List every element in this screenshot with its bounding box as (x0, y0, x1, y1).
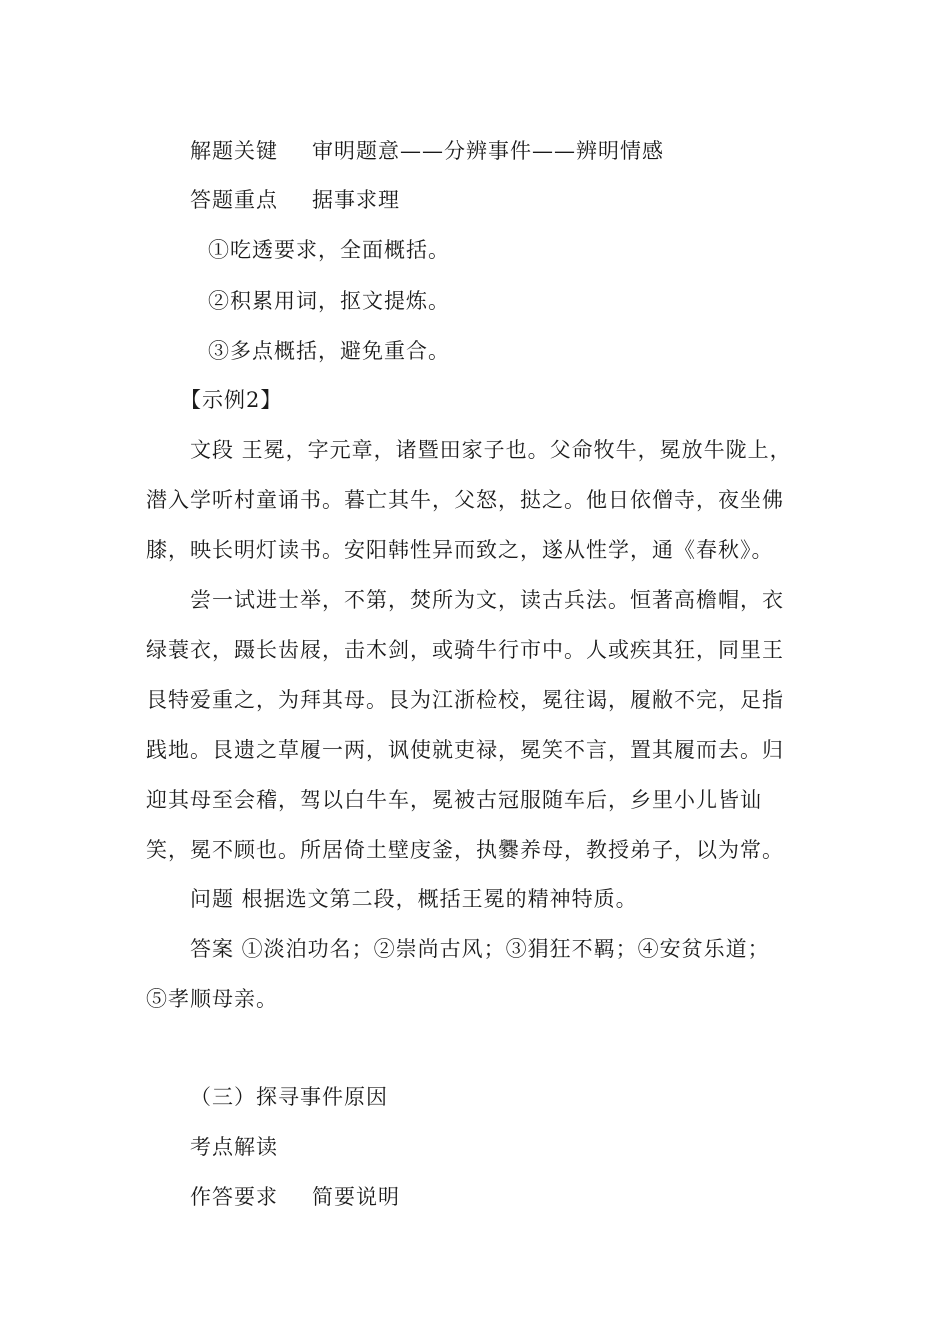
para2-line-3: 艮特爱重之，为拜其母。艮为江浙检校，冕往谒，履敝不完，足指 (146, 688, 784, 712)
focus-line (190, 186, 400, 214)
point-2: ②积累用词，抠文提炼。 (208, 289, 450, 313)
section3-sub-heading: 考点解读 (190, 1135, 278, 1159)
para1-line-2: 潜入学听村童诵书。暮亡其牛，父怒，挞之。他日依僧寺，夜坐佛 (146, 488, 784, 512)
key-line (190, 137, 664, 165)
point-3: ③多点概括，避免重合。 (208, 339, 450, 363)
key-text: 审明题意——分辨事件——辨明情感 (312, 139, 664, 163)
question: 问题 根据选文第二段，概括王冕的精神特质。 (190, 887, 638, 911)
requirement-line (190, 1183, 400, 1211)
focus-label: 答题重点 (190, 188, 278, 212)
requirement-label: 作答要求 (190, 1185, 278, 1209)
para2-line-6: 笑，冕不顾也。所居倚土壁庋釜，执爨养母，教授弟子，以为常。 (146, 838, 784, 862)
point-1: ①吃透要求，全面概括。 (208, 238, 450, 262)
section3-heading: （三）探寻事件原因 (190, 1085, 388, 1109)
para1-line-3: 膝，映长明灯读书。安阳韩性异而致之，遂从性学，通《春秋》。 (146, 538, 774, 562)
focus-text: 据事求理 (312, 188, 400, 212)
example-heading: 【示例2】 (180, 388, 283, 412)
para1-line-1: 文段 王冕，字元章，诸暨田家子也。父命牧牛，冕放牛陇上， (190, 438, 792, 462)
para2-line-4: 践地。艮遗之草履一两，讽使就吏禄，冕笑不言，置其履而去。归 (146, 738, 784, 762)
para2-line-1: 尝一试进士举，不第，焚所为文，读古兵法。恒著高檐帽，衣 (190, 588, 784, 612)
para2-line-5: 迎其母至会稽，驾以白牛车，冕被古冠服随车后，乡里小儿皆讪 (146, 788, 762, 812)
answer-line-1: 答案 ①淡泊功名；②崇尚古风；③狷狂不羁；④安贫乐道； (190, 937, 770, 961)
para2-line-2: 绿蓑衣，蹑长齿屐，击木剑，或骑牛行市中。人或疾其狂，同里王 (146, 638, 784, 662)
key-label: 解题关键 (190, 139, 278, 163)
answer-line-2: ⑤孝顺母亲。 (146, 987, 278, 1011)
requirement-text: 简要说明 (312, 1185, 400, 1209)
